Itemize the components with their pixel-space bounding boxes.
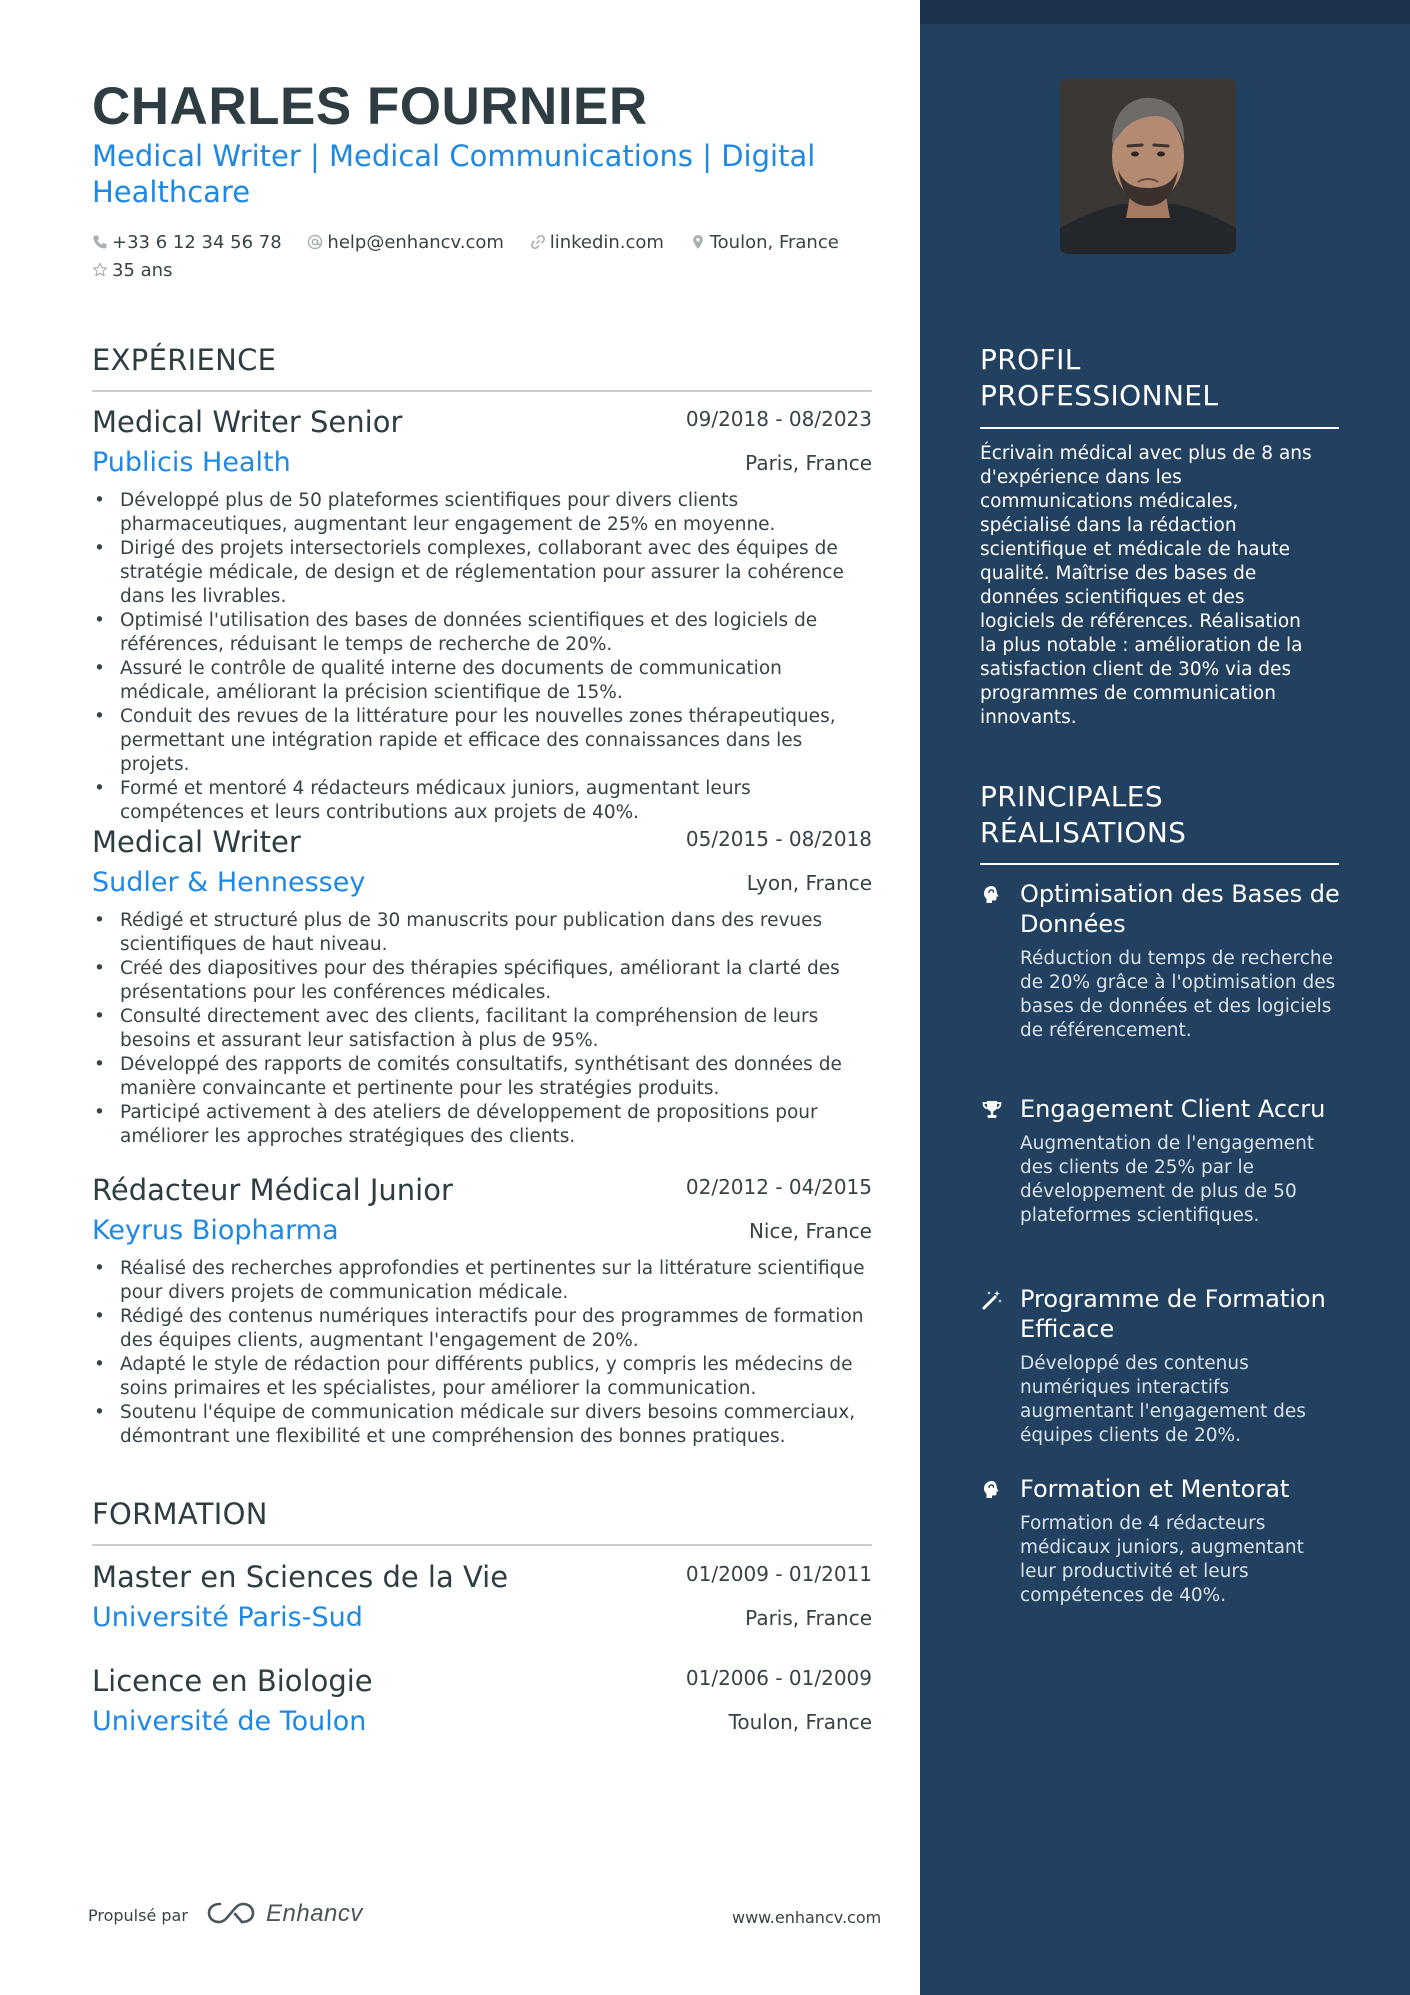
degree-title: Master en Sciences de la Vie [92,1560,509,1594]
degree-dates: 01/2006 - 01/2009 [685,1666,872,1690]
achievements-section-title: PRINCIPALES RÉALISATIONS [980,780,1187,849]
school-location: Toulon, France [728,1710,872,1734]
bullet-item: • Conduit des revues de la littérature pour les nouvelles zones thérapeutiques, permettant une intégration rapide et efficace des connaissances dans les projets. [92,705,872,777]
experience-entry [92,405,872,825]
degree-title: Licence en Biologie [92,1664,373,1698]
bullet-item: • Créé des diapositives pour des thérapies spécifiques, améliorant la clarté des présentations pour les conférences médicales. [92,957,872,1005]
contact-location [690,229,839,257]
link-icon [530,234,546,250]
bullet-item: • Optimisé l'utilisation des bases de données scientifiques et des logiciels de références, réduisant le temps de recherche de 20%. [92,609,872,657]
job-bullets [92,1257,872,1449]
school-name: Université Paris-Sud [92,1602,363,1633]
school-name: Université de Toulon [92,1706,367,1737]
profile-divider [980,427,1339,429]
job-bullets [92,489,872,825]
job-location: Lyon, France [746,871,872,895]
bullet-item: • Participé activement à des ateliers de développement de propositions pour améliorer les approches stratégiques des clients. [92,1101,872,1149]
achievement-item [980,1474,1340,1608]
achievement-title: Programme de Formation Efficace [1020,1285,1326,1343]
education-entry [92,1560,872,1644]
bullet-item: • Développé plus de 50 plateformes scientifiques pour divers clients pharmaceutiques, augmentant leur engagement de 25% en moyenne. [92,489,872,537]
sidebar-column [920,0,1410,1995]
experience-section-title: EXPÉRIENCE [92,343,277,377]
contact-linkedin[interactable] [530,229,664,257]
star-icon [92,262,108,278]
contact-email[interactable] [307,229,504,257]
school-location: Paris, France [745,1606,872,1630]
job-title: Medical Writer Senior [92,405,403,439]
sidebar-top-bar [920,0,1410,24]
bullet-item: • Soutenu l'équipe de communication médicale sur divers besoins commerciaux, démontrant une flexibilité et une compréhension des bonnes pratiques. [92,1401,872,1449]
powered-by-label: Propulsé par [88,1906,188,1925]
headline: Medical Writer | Medical Communications | Digital Healthcare [92,139,816,209]
job-dates: 09/2018 - 08/2023 [685,407,872,431]
linkedin-text: linkedin.com [549,232,664,253]
location-text: Toulon, France [709,232,839,253]
location-pin-icon [690,234,706,250]
bullet-item: • Dirigé des projets intersectoriels complexes, collaborant avec des équipes de stratégie médicale, de design et de réglementation pour assurer la cohérence dans les livrables. [92,537,872,609]
profile-photo [1060,78,1236,254]
experience-entry [92,825,872,1149]
experience-divider [92,390,872,392]
bullet-item: • Développé des rapports de comités consultatifs, synthétisant des données de manière convaincante et pertinente pour les stratégies produits. [92,1053,872,1101]
education-entry [92,1664,872,1748]
job-dates: 05/2015 - 08/2018 [685,827,872,851]
age-text: 35 ans [112,260,173,281]
achievement-title: Optimisation des Bases de Données [1020,880,1340,938]
achievement-description: Réduction du temps de recherche de 20% grâce à l'optimisation des bases de données et des logiciels de référencement. [1020,948,1336,1041]
enhancv-logo[interactable] [206,1898,366,1934]
phone-text: +33 6 12 34 56 78 [112,232,282,253]
email-text: help@enhancv.com [327,232,504,253]
job-bullets [92,909,872,1149]
company-name: Publicis Health [92,447,291,478]
achievement-title: Engagement Client Accru [1020,1095,1326,1123]
contact-phone[interactable] [92,229,282,257]
company-name: Sudler & Hennessey [92,867,366,898]
bullet-item: • Rédigé et structuré plus de 30 manuscrits pour publication dans des revues scientifiques de haut niveau. [92,909,872,957]
website-link[interactable]: www.enhancv.com [732,1908,882,1927]
achievement-description: Formation de 4 rédacteurs médicaux juniors, augmentant leur productivité et leurs compétences de 40%. [1020,1513,1304,1606]
contact-age [92,257,172,285]
profile-section-title: PROFIL PROFESSIONNEL [980,343,1219,412]
brain-icon [980,883,1004,907]
education-divider [92,1544,872,1546]
bullet-item: • Formé et mentoré 4 rédacteurs médicaux juniors, augmentant leurs compétences et leurs contributions aux projets de 40%. [92,777,872,825]
contact-info [92,229,882,285]
bullet-item: • Réalisé des recherches approfondies et pertinentes sur la littérature scientifique pour divers projets de communication médicale. [92,1257,872,1305]
company-name: Keyrus Biopharma [92,1215,339,1246]
enhancv-logo-text: Enhancv [266,1900,363,1927]
achievement-item [980,1284,1340,1448]
achievement-description: Augmentation de l'engagement des clients de 25% par le développement de plus de 50 plateformes scientifiques. [1020,1133,1315,1226]
magic-wand-icon [980,1288,1004,1312]
job-location: Paris, France [745,451,872,475]
bullet-item: • Consulté directement avec des clients, facilitant la compréhension de leurs besoins et assurant leur satisfaction à plus de 95%. [92,1005,872,1053]
achievement-item [980,879,1340,1043]
education-section-title: FORMATION [92,1497,268,1531]
profile-summary: Écrivain médical avec plus de 8 ans d'expérience dans les communications médicales, spécialisé dans la rédaction scientifique et médicale de haute qualité. Maîtrise des bases de données scientifiques et des logiciels de références. Réalisation la plus notable : amélioration de la satisfaction client de 30% via des programmes de communication innovants. [980,443,1312,728]
experience-entry [92,1173,872,1449]
achievement-description: Développé des contenus numériques interactifs augmentant l'engagement des équipes clients de 20%. [1020,1353,1306,1446]
achievement-item [980,1094,1340,1228]
achievement-title: Formation et Mentorat [1020,1475,1290,1503]
candidate-name: CHARLES FOURNIER [92,77,648,136]
bullet-item: • Adapté le style de rédaction pour différents publics, y compris les médecins de soins primaires et les spécialistes, pour améliorer la communication. [92,1353,872,1401]
portrait-image [1060,78,1236,254]
at-icon [307,234,323,250]
job-title: Rédacteur Médical Junior [92,1173,453,1207]
trophy-icon [980,1098,1004,1122]
job-title: Medical Writer [92,825,301,859]
enhancv-logo-mark-icon [206,1898,256,1928]
achievements-divider [980,863,1339,865]
job-dates: 02/2012 - 04/2015 [685,1175,872,1199]
bullet-item: • Rédigé des contenus numériques interactifs pour des programmes de formation des équipes clients, augmentant l'engagement de 20%. [92,1305,872,1353]
job-location: Nice, France [748,1219,872,1243]
degree-dates: 01/2009 - 01/2011 [685,1562,872,1586]
bullet-item: • Assuré le contrôle de qualité interne des documents de communication médicale, améliorant la précision scientifique de 15%. [92,657,872,705]
brain-icon [980,1478,1004,1502]
phone-icon [92,234,108,250]
